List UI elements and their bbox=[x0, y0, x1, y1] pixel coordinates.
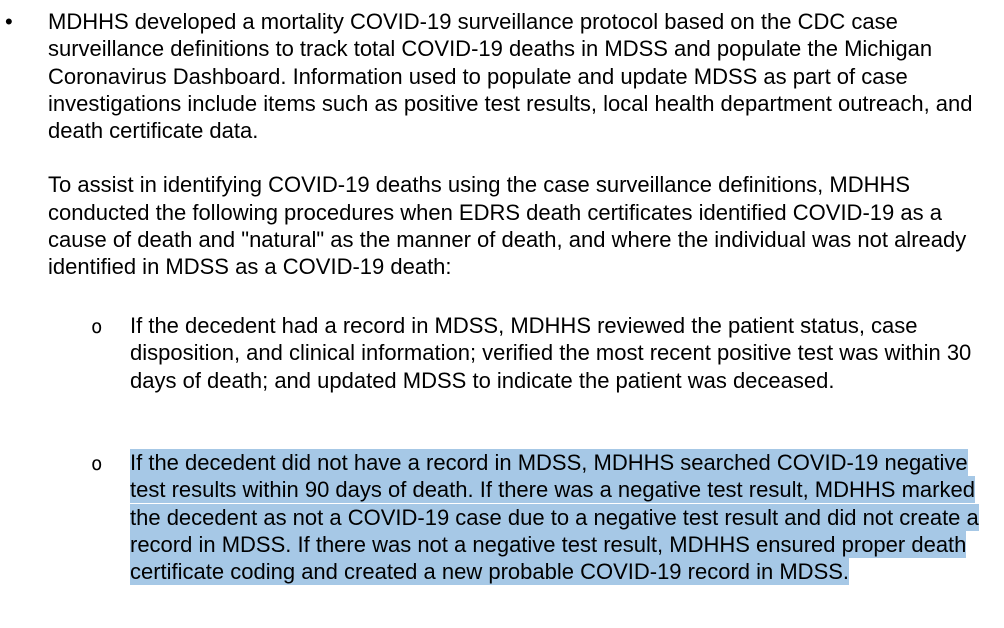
paragraph-surveillance-protocol: MDHHS developed a mortality COVID-19 surveillance protocol based on the CDC case surveillance definitions to track total COVID-19 deaths in MDSS and populate the Michigan Coronavirus Dashboard. Information used to populate and update MDSS as part of case investigations include items such as positive test results, local health department outreach, and death certificate data. bbox=[48, 9, 973, 144]
sub-bullet-text-container[interactable] bbox=[130, 449, 1000, 585]
sub-bullet-marker: o bbox=[91, 316, 103, 338]
selected-text-highlight[interactable]: If the decedent did not have a record in MDSS, MDHHS searched COVID-19 negative test results within 90 days of death. If there was a negative test result, MDHHS marked the decedent as not a COVID-19 case due to a negative test result and did not create a record in MDSS. If there was not a negative test result, MDHHS ensured proper death certificate coding and created a new probable COVID-19 record in MDSS. bbox=[130, 450, 979, 585]
paragraph-procedures-intro: To assist in identifying COVID-19 deaths using the case surveillance definitions, MDHHS conducted the following procedures when EDRS death certificates identified COVID-19 as a cause of death and "natural" as the manner of death, and where the individual was not already identified in MDSS as a COVID-19 death: bbox=[48, 172, 967, 280]
bullet-marker: • bbox=[5, 9, 13, 34]
sub-bullet-text: If the decedent had a record in MDSS, MDHHS reviewed the patient status, case disposition, and clinical information; verified the most recent positive test was within 30 days of death; and updated MDSS to indicate the patient was deceased. bbox=[130, 313, 972, 393]
sub-bullet-marker: o bbox=[91, 453, 103, 475]
bullet-body bbox=[48, 8, 998, 281]
